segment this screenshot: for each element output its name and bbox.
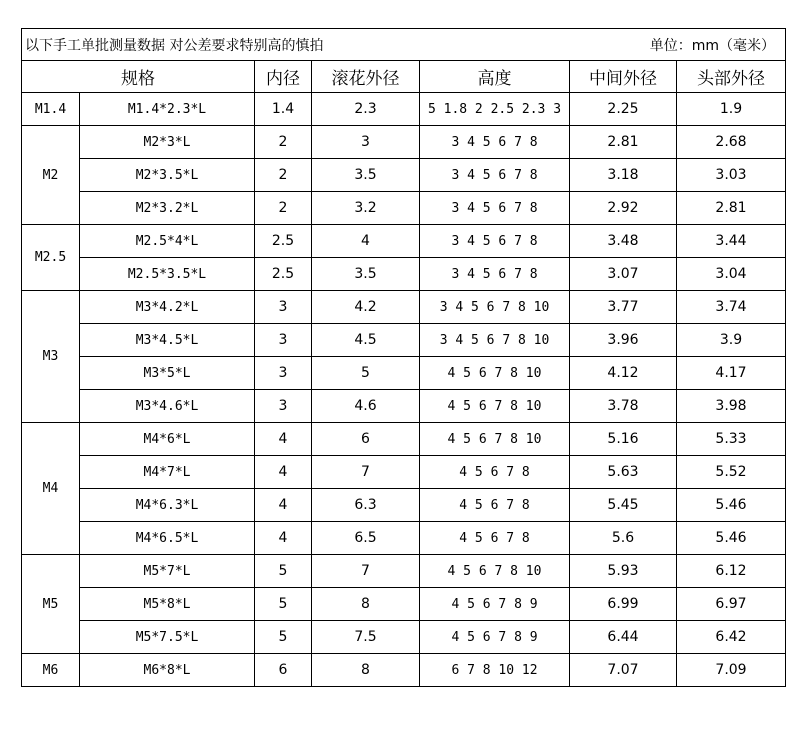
table-row — [22, 588, 786, 621]
height-options-cell: 3 4 5 6 7 8 — [420, 192, 570, 225]
table-row — [22, 258, 786, 291]
inner-diameter-cell: 4 — [255, 489, 312, 522]
knurl-diameter-cell: 5 — [312, 357, 420, 390]
table-row — [22, 489, 786, 522]
header-middle-diameter: 中间外径 — [570, 61, 677, 93]
spec-cell: M3*4.5*L — [80, 324, 255, 357]
height-options-cell: 3 4 5 6 7 8 10 — [420, 324, 570, 357]
middle-diameter-cell: 6.99 — [570, 588, 677, 621]
height-options-cell: 4 5 6 7 8 10 — [420, 555, 570, 588]
inner-diameter-cell: 2.5 — [255, 258, 312, 291]
head-diameter-cell: 7.09 — [677, 654, 786, 687]
height-options-cell: 4 5 6 7 8 — [420, 489, 570, 522]
spec-cell: M2*3.2*L — [80, 192, 255, 225]
table-row — [22, 291, 786, 324]
middle-diameter-cell: 5.6 — [570, 522, 677, 555]
knurl-diameter-cell: 6 — [312, 423, 420, 456]
knurl-diameter-cell: 3 — [312, 126, 420, 159]
middle-diameter-cell: 5.45 — [570, 489, 677, 522]
height-options-cell: 4 5 6 7 8 — [420, 456, 570, 489]
middle-diameter-cell: 3.77 — [570, 291, 677, 324]
head-diameter-cell: 6.42 — [677, 621, 786, 654]
height-options-cell: 3 4 5 6 7 8 10 — [420, 291, 570, 324]
table-row — [22, 456, 786, 489]
spec-cell: M2.5*4*L — [80, 225, 255, 258]
spec-cell: M2.5*3.5*L — [80, 258, 255, 291]
head-diameter-cell: 2.68 — [677, 126, 786, 159]
table-row — [22, 225, 786, 258]
knurl-diameter-cell: 7 — [312, 555, 420, 588]
head-diameter-cell: 3.44 — [677, 225, 786, 258]
table-row — [22, 324, 786, 357]
size-group-label: M2 — [22, 126, 80, 225]
inner-diameter-cell: 2 — [255, 126, 312, 159]
spec-cell: M3*5*L — [80, 357, 255, 390]
spec-cell: M4*6.5*L — [80, 522, 255, 555]
unit-label: 单位：mm（毫米） — [420, 29, 786, 61]
spec-cell: M5*8*L — [80, 588, 255, 621]
spec-cell: M1.4*2.3*L — [80, 93, 255, 126]
knurl-diameter-cell: 3.5 — [312, 258, 420, 291]
spec-cell: M4*6*L — [80, 423, 255, 456]
height-options-cell: 4 5 6 7 8 9 — [420, 621, 570, 654]
size-group-label: M5 — [22, 555, 80, 654]
height-options-cell: 6 7 8 10 12 — [420, 654, 570, 687]
head-diameter-cell: 3.9 — [677, 324, 786, 357]
head-diameter-cell: 5.46 — [677, 522, 786, 555]
knurl-diameter-cell: 6.5 — [312, 522, 420, 555]
spec-cell: M6*8*L — [80, 654, 255, 687]
spec-cell: M5*7.5*L — [80, 621, 255, 654]
inner-diameter-cell: 2.5 — [255, 225, 312, 258]
table-row — [22, 423, 786, 456]
knurl-diameter-cell: 4.2 — [312, 291, 420, 324]
head-diameter-cell: 5.33 — [677, 423, 786, 456]
table-row — [22, 159, 786, 192]
spec-cell: M2*3.5*L — [80, 159, 255, 192]
inner-diameter-cell: 6 — [255, 654, 312, 687]
knurl-diameter-cell: 4 — [312, 225, 420, 258]
height-options-cell: 5 1.8 2 2.5 2.3 3 — [420, 93, 570, 126]
knurl-diameter-cell: 7.5 — [312, 621, 420, 654]
head-diameter-cell: 6.97 — [677, 588, 786, 621]
header-height: 高度 — [420, 61, 570, 93]
header-inner-diameter: 内径 — [255, 61, 312, 93]
table-title: 以下手工单批测量数据 对公差要求特别高的慎拍 — [22, 29, 420, 61]
head-diameter-cell: 3.03 — [677, 159, 786, 192]
middle-diameter-cell: 7.07 — [570, 654, 677, 687]
header-spec: 规格 — [22, 61, 255, 93]
spec-cell: M3*4.2*L — [80, 291, 255, 324]
height-options-cell: 3 4 5 6 7 8 — [420, 159, 570, 192]
middle-diameter-cell: 3.48 — [570, 225, 677, 258]
spec-cell: M2*3*L — [80, 126, 255, 159]
middle-diameter-cell: 6.44 — [570, 621, 677, 654]
height-options-cell: 3 4 5 6 7 8 — [420, 126, 570, 159]
spec-cell: M4*6.3*L — [80, 489, 255, 522]
head-diameter-cell: 3.74 — [677, 291, 786, 324]
knurl-diameter-cell: 8 — [312, 654, 420, 687]
inner-diameter-cell: 4 — [255, 423, 312, 456]
knurl-diameter-cell: 7 — [312, 456, 420, 489]
table-row — [22, 126, 786, 159]
size-group-label: M1.4 — [22, 93, 80, 126]
knurl-diameter-cell: 3.2 — [312, 192, 420, 225]
inner-diameter-cell: 4 — [255, 456, 312, 489]
table-row — [22, 555, 786, 588]
inner-diameter-cell: 5 — [255, 588, 312, 621]
head-diameter-cell: 5.52 — [677, 456, 786, 489]
height-options-cell: 4 5 6 7 8 10 — [420, 390, 570, 423]
height-options-cell: 3 4 5 6 7 8 — [420, 258, 570, 291]
table-row — [22, 654, 786, 687]
inner-diameter-cell: 3 — [255, 390, 312, 423]
knurl-diameter-cell: 2.3 — [312, 93, 420, 126]
inner-diameter-cell: 2 — [255, 159, 312, 192]
head-diameter-cell: 3.98 — [677, 390, 786, 423]
head-diameter-cell: 6.12 — [677, 555, 786, 588]
header-head-diameter: 头部外径 — [677, 61, 786, 93]
size-group-label: M6 — [22, 654, 80, 687]
height-options-cell: 4 5 6 7 8 9 — [420, 588, 570, 621]
header-knurl-diameter: 滚花外径 — [312, 61, 420, 93]
middle-diameter-cell: 5.93 — [570, 555, 677, 588]
inner-diameter-cell: 3 — [255, 291, 312, 324]
inner-diameter-cell: 3 — [255, 324, 312, 357]
inner-diameter-cell: 5 — [255, 555, 312, 588]
knurl-diameter-cell: 6.3 — [312, 489, 420, 522]
table-row — [22, 357, 786, 390]
middle-diameter-cell: 3.18 — [570, 159, 677, 192]
table-row — [22, 621, 786, 654]
height-options-cell: 4 5 6 7 8 10 — [420, 357, 570, 390]
middle-diameter-cell: 2.92 — [570, 192, 677, 225]
knurl-diameter-cell: 4.5 — [312, 324, 420, 357]
head-diameter-cell: 4.17 — [677, 357, 786, 390]
inner-diameter-cell: 1.4 — [255, 93, 312, 126]
inner-diameter-cell: 4 — [255, 522, 312, 555]
knurl-diameter-cell: 8 — [312, 588, 420, 621]
spec-cell: M3*4.6*L — [80, 390, 255, 423]
head-diameter-cell: 3.04 — [677, 258, 786, 291]
middle-diameter-cell: 5.16 — [570, 423, 677, 456]
spec-cell: M4*7*L — [80, 456, 255, 489]
head-diameter-cell: 5.46 — [677, 489, 786, 522]
middle-diameter-cell: 5.63 — [570, 456, 677, 489]
middle-diameter-cell: 3.78 — [570, 390, 677, 423]
knurl-diameter-cell: 4.6 — [312, 390, 420, 423]
middle-diameter-cell: 2.25 — [570, 93, 677, 126]
size-group-label: M3 — [22, 291, 80, 423]
height-options-cell: 4 5 6 7 8 10 — [420, 423, 570, 456]
inner-diameter-cell: 5 — [255, 621, 312, 654]
middle-diameter-cell: 3.07 — [570, 258, 677, 291]
measurement-table — [21, 28, 786, 687]
table-row — [22, 522, 786, 555]
spec-cell: M5*7*L — [80, 555, 255, 588]
table-row — [22, 390, 786, 423]
height-options-cell: 3 4 5 6 7 8 — [420, 225, 570, 258]
size-group-label: M4 — [22, 423, 80, 555]
height-options-cell: 4 5 6 7 8 — [420, 522, 570, 555]
table-row — [22, 93, 786, 126]
head-diameter-cell: 1.9 — [677, 93, 786, 126]
table-row — [22, 192, 786, 225]
inner-diameter-cell: 2 — [255, 192, 312, 225]
middle-diameter-cell: 3.96 — [570, 324, 677, 357]
head-diameter-cell: 2.81 — [677, 192, 786, 225]
middle-diameter-cell: 2.81 — [570, 126, 677, 159]
size-group-label: M2.5 — [22, 225, 80, 291]
middle-diameter-cell: 4.12 — [570, 357, 677, 390]
inner-diameter-cell: 3 — [255, 357, 312, 390]
knurl-diameter-cell: 3.5 — [312, 159, 420, 192]
